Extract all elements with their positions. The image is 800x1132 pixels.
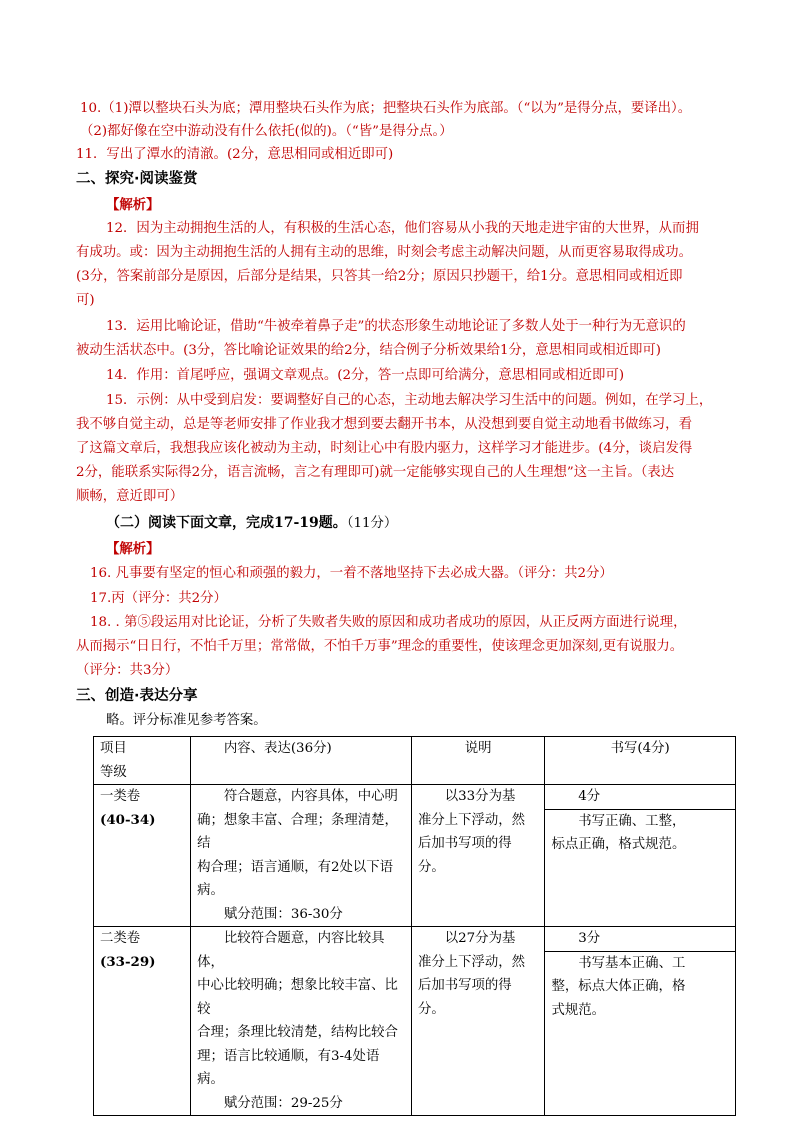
- content-line: 中心比较明确；想象比较丰富、比较: [197, 978, 398, 1017]
- explain-cell: [411, 785, 544, 927]
- answer-q12-line2: 有成功。或：因为主动拥抱生活的人拥有主动的思维，时刻会考虑主动解决问题，从而更容易取得成功。: [76, 245, 692, 260]
- writing-line: 书写正确、工整，: [578, 813, 686, 829]
- section3-note: 略。评分标准见参考答案。: [106, 713, 267, 728]
- answer-q18-line2: 从而揭示“日日行，不怕千万里；常常做，不怕千万事”理念的重要性，使该理念更加深刻,更有说服力。: [76, 639, 684, 654]
- score-range: 赋分范围：29-25分: [223, 1095, 343, 1111]
- answer-q18-line3: （评分：共3分）: [76, 663, 179, 678]
- explain-line: 后加书写项的得: [417, 836, 512, 851]
- grade-cell: [94, 785, 191, 927]
- grade-name: 二类卷: [100, 931, 141, 946]
- header-writing-cell: [545, 737, 736, 785]
- explain-line: 以33分为基: [444, 789, 516, 804]
- answer-q15-line2: 我不够自觉主动，总是等老师安排了作业我才想到要去翻开书本，从没想到要自觉主动地看书做练习，看: [76, 417, 692, 432]
- answer-q15-line4: 2分，能联系实际得2分，语言流畅，言之有理即可)就一定能够实现自己的人生理想”这一主旨。（表达: [76, 465, 675, 480]
- section2-heading: 二、探究·阅读鉴赏: [76, 171, 198, 187]
- answer-q18-line1: 18. . 第⑤段运用对比论证，分析了失败者失败的原因和成功者成功的原因，从正反两方面进行说理，: [90, 615, 687, 630]
- content-line: 确；想象丰富、合理；条理清楚，结: [197, 812, 398, 851]
- writing-score: 3分: [545, 927, 735, 952]
- content-line: 理；语言比较通顺，有3-4处语病。: [197, 1048, 380, 1087]
- answer-q15-line1: 15．示例：从中受到启发：要调整好自己的心态，主动地去解决学习生活中的问题。例如，在学习上，: [106, 393, 713, 408]
- answer-q12-line3: (3分，答案前部分是原因，后部分是结果，只答其一给2分；原因只抄题干，给1分。意思相同或相近即: [76, 269, 683, 284]
- explain-cell: [411, 927, 544, 1116]
- header-item-label: 项目: [100, 741, 127, 756]
- section3-heading: 三、创造·表达分享: [76, 688, 198, 704]
- answer-q13-line2: 被动生活状态中。(3分，答比喻论证效果的给2分，结合例子分析效果给1分，意思相同或相近即可): [76, 343, 662, 358]
- answer-q15-line5: 顺畅，意近即可）: [76, 489, 184, 504]
- header-item-cell: [94, 737, 191, 785]
- header-content-label: 内容、表达(36分): [223, 741, 332, 756]
- writing-line: 整，标点大体正确，格: [551, 979, 686, 994]
- analysis-tag: 【解析】: [106, 197, 160, 213]
- grade-range: (33-29): [100, 953, 156, 970]
- writing-line: 式规范。: [551, 1002, 605, 1018]
- writing-cell: [545, 927, 736, 1116]
- content-line: 病。: [197, 883, 224, 898]
- part2-title-text: （二）阅读下面文章，完成17-19题。: [106, 515, 347, 531]
- header-grade-label: 等级: [100, 764, 127, 780]
- answer-q14: 14．作用：首尾呼应，强调文章观点。(2分，答一点即可给满分，意思相同或相近即可): [106, 368, 625, 383]
- answer-q10-line1: 10.（1)潭以整块石头为底；潭用整块石头作为底；把整块石头作为底部。（“以为”是得分点，要译出）。: [80, 101, 692, 116]
- writing-line: 标点正确，格式规范。: [551, 837, 686, 852]
- grade-cell: [94, 927, 191, 1116]
- content-line: 比较符合题意，内容比较具体，: [197, 931, 385, 970]
- header-writing-label: 书写(4分): [610, 741, 670, 756]
- writing-line: 书写基本正确、工: [578, 955, 686, 971]
- part2-title-score: （11分）: [346, 516, 398, 531]
- table-row: [94, 785, 736, 927]
- table-row: [94, 927, 736, 1116]
- writing-score: 4分: [545, 785, 735, 810]
- answer-q12-line4: 可): [76, 293, 95, 308]
- content-cell: [191, 927, 412, 1116]
- answer-q17: 17.丙（评分：共2分）: [90, 591, 227, 606]
- header-content-cell: [191, 737, 412, 785]
- score-range: 赋分范围：36-30分: [223, 906, 343, 922]
- analysis-tag-2: 【解析】: [106, 541, 160, 557]
- answer-q13-line1: 13．运用比喻论证，借助“牛被牵着鼻子走”的状态形象生动地论证了多数人处于一种行为无意识的: [106, 319, 686, 334]
- grading-table: [93, 736, 736, 1116]
- writing-cell: [545, 785, 736, 927]
- explain-line: 准分上下浮动，然: [417, 812, 526, 828]
- header-explain-label: 说明: [464, 741, 492, 756]
- content-line: 构合理；语言通顺，有2处以下语: [197, 859, 394, 875]
- answer-q16: 16. 凡事要有坚定的恒心和顽强的毅力，一着不落地坚持下去必成大器。（评分：共2分）: [90, 566, 613, 581]
- explain-line: 分。: [417, 859, 445, 875]
- answer-q11: 11．写出了潭水的清澈。(2分，意思相同或相近即可): [76, 147, 394, 162]
- grade-name: 一类卷: [100, 789, 141, 804]
- content-line: 合理；条理比较清楚，结构比较合: [197, 1025, 398, 1040]
- explain-line: 后加书写项的得: [417, 978, 512, 993]
- grade-range: (40-34): [100, 811, 156, 828]
- content-cell: [191, 785, 412, 927]
- answer-q12-line1: 12．因为主动拥抱生活的人，有积极的生活心态，他们容易从小我的天地走进宇宙的大世界，从而拥: [106, 221, 699, 236]
- content-line: 符合题意，内容具体，中心明: [223, 789, 398, 804]
- answer-q10-line2: （2)都好像在空中游动没有什么依托(似的)。（“皆”是得分点。）: [80, 124, 453, 139]
- part2-title: [106, 512, 397, 535]
- explain-line: 以27分为基: [444, 931, 516, 946]
- answer-q15-line3: 了这篇文章后，我想我应该化被动为主动，时刻让心中有股内驱力，这样学习才能进步。(4分，谈启发得: [76, 441, 693, 456]
- header-explain-cell: [411, 737, 544, 785]
- explain-line: 分。: [417, 1001, 445, 1017]
- table-header-row: [94, 737, 736, 785]
- explain-line: 准分上下浮动，然: [417, 954, 526, 970]
